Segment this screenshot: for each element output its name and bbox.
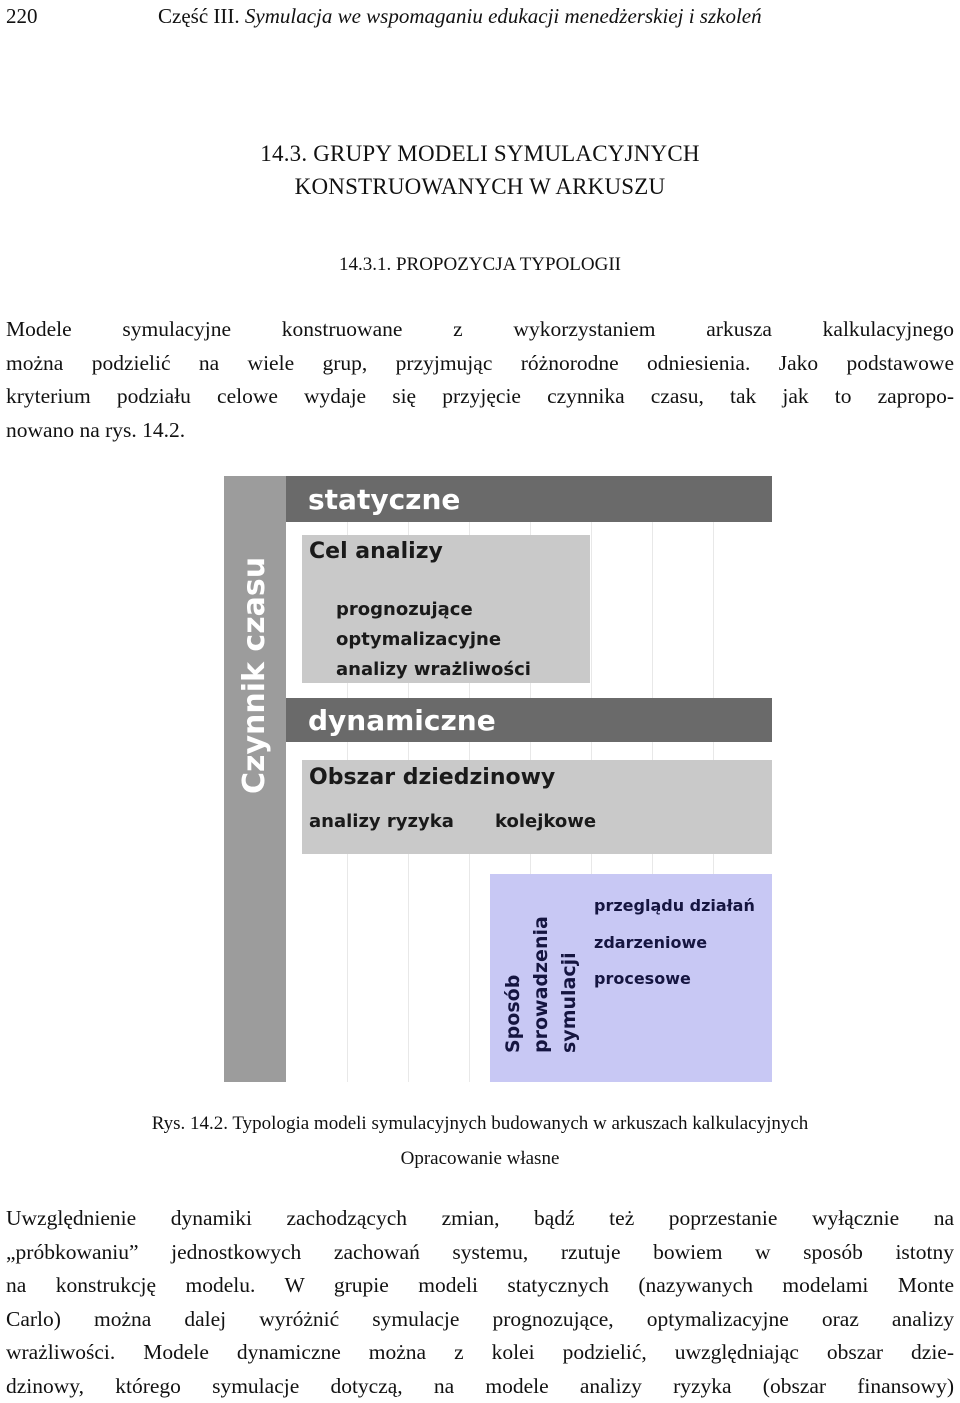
page-number: 220 [6, 4, 38, 29]
typology-figure [224, 476, 772, 1082]
text-line: Uwzględnienie dynamiki zachodzących zmian, bądź też poprzestanie wyłącznie na [6, 1202, 954, 1236]
subsection-heading: 14.3.1. PROPOZYCJA TYPOLOGII [0, 254, 960, 276]
text-line: Modele symulacyjne konstruowane z wykorzystaniem arkusza kalkulacyjnego [6, 313, 954, 347]
text-line: można podzielić na wiele grup, przyjmując różnorodne odniesienia. Jako podstawowe [6, 347, 954, 381]
paragraph-body [6, 1202, 954, 1403]
goal-item: analizy wrażliwości [336, 655, 531, 685]
section-heading-line2: KONSTRUOWANYCH W ARKUSZU [0, 170, 960, 203]
running-header [158, 4, 762, 29]
goal-item: prognozujące [336, 595, 531, 625]
text-line: dzinowy, którego symulacje dotyczą, na modele analizy ryzyka (obszar finansowy) [6, 1370, 954, 1403]
text-line: nowano na rys. 14.2. [6, 414, 954, 448]
simulation-method-list [594, 888, 755, 998]
text-line: Carlo) można dalej wyróżnić symulacje prognozujące, optymalizacyjne oraz analizy [6, 1303, 954, 1337]
static-band: statyczne [286, 476, 772, 522]
method-label-line: symulacji [555, 916, 583, 1053]
method-item: przeglądu działań [594, 888, 755, 925]
method-label-line: prowadzenia [527, 916, 555, 1053]
goal-item: optymalizacyjne [336, 625, 531, 655]
method-item: procesowe [594, 961, 755, 998]
dynamic-band: dynamiczne [286, 698, 772, 742]
simulation-method-box [490, 874, 772, 1082]
analysis-goal-box [302, 535, 590, 683]
domain-item: analizy ryzyka [309, 811, 454, 832]
text-line: wrażliwości. Modele dynamiczne można z kolei podzielić, uwzględniając obszar dzie- [6, 1336, 954, 1370]
figure-source: Opracowanie własne [0, 1148, 960, 1170]
method-item: zdarzeniowe [594, 925, 755, 962]
method-label-line: Sposób [499, 916, 527, 1053]
header-part: Część III. [158, 4, 240, 28]
time-factor-label: Czynnik czasu [237, 557, 272, 794]
text-line: kryterium podziału celowe wydaje się przyjęcie czynnika czasu, tak jak to zapropo- [6, 380, 954, 414]
text-line: na konstrukcję modelu. W grupie modeli statycznych (nazywanych modelami Monte [6, 1269, 954, 1303]
analysis-goal-title: Cel analizy [309, 539, 443, 564]
domain-item: kolejkowe [495, 811, 596, 832]
domain-area-box [302, 760, 772, 854]
figure-caption: Rys. 14.2. Typologia modeli symulacyjnych budowanych w arkuszach kalkulacyjnych [0, 1113, 960, 1135]
analysis-goal-list [336, 595, 531, 685]
text-line: „próbkowaniu” jednostkowych zachowań systemu, rzutuje bowiem w sposób istotny [6, 1236, 954, 1270]
section-heading-line1: 14.3. GRUPY MODELI SYMULACYJNYCH [0, 137, 960, 170]
domain-area-title: Obszar dziedzinowy [309, 765, 555, 790]
paragraph-intro [6, 313, 954, 447]
header-part-title: Symulacja we wspomaganiu edukacji menedżerskiej i szkoleń [245, 4, 762, 28]
simulation-method-label [499, 916, 583, 1053]
